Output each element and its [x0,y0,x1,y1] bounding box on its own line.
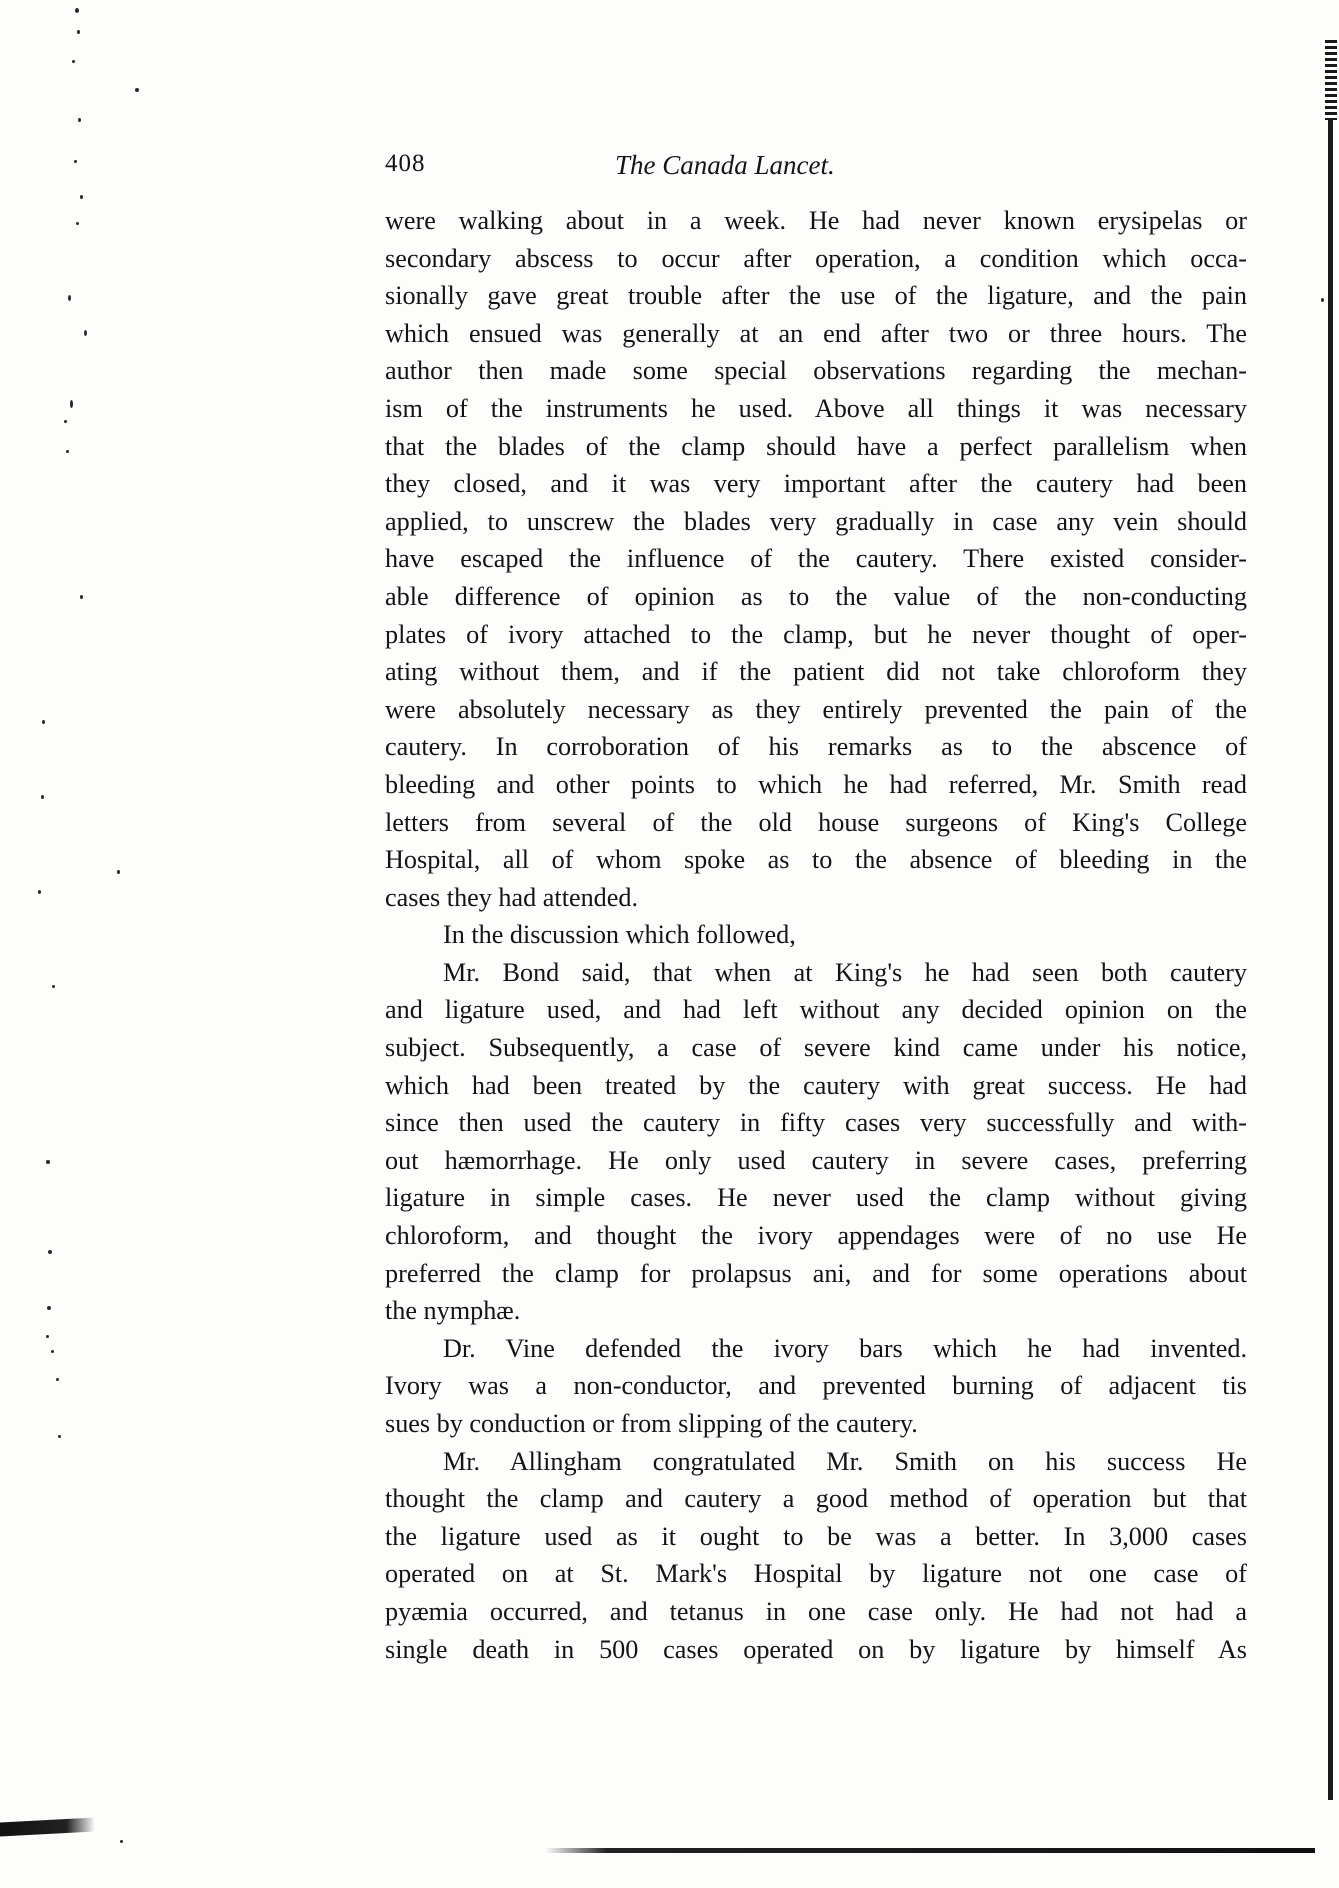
text-line: the ligature used as it ought to be was a better. In 3,000 cases [385,1521,1247,1551]
text-line: Ivory was a non-conductor, and prevented burning of adjacent tis [385,1371,1247,1401]
text-line: since then used the cautery in fifty cases very successfully and with- [385,1108,1247,1138]
text-line: Dr. Vine defended the ivory bars which he had invented. [443,1333,1247,1363]
text-line: were absolutely necessary as they entirely prevented the pain of the [385,694,1247,724]
scan-speck [58,1435,61,1438]
scan-speck [76,222,79,225]
text-line: ating without them, and if the patient did not take chloroform they [385,657,1247,687]
text-line: cautery. In corroboration of his remarks as to the abscence of [385,732,1247,762]
text-line: which had been treated by the cautery with great success. He had [385,1070,1247,1100]
scan-speck [117,870,120,874]
scan-speck [135,88,139,92]
text-line: were walking about in a week. He had never known erysipelas or [385,206,1247,235]
page-bottom-edge [545,1848,1315,1853]
text-line: out hæmorrhage. He only used cautery in severe cases, preferring [385,1145,1247,1175]
text-line: that the blades of the clamp should have a perfect parallelism when [385,431,1247,461]
scan-speck [77,30,80,34]
scan-speck [84,330,87,336]
scan-speck [56,1378,59,1381]
scan-speck [41,795,44,799]
page-header [385,150,1245,190]
scan-speck [52,985,55,988]
text-line: Mr. Allingham congratulated Mr. Smith on his success He [443,1446,1247,1476]
text-line: preferred the clamp for prolapsus ani, and for some operations about [385,1258,1247,1288]
text-line: letters from several of the old house surgeons of King's College [385,807,1247,837]
text-line: ism of the instruments he used. Above all things it was necessary [385,393,1247,423]
text-line: have escaped the influence of the cautery. There existed consider- [385,544,1247,574]
text-line: secondary abscess to occur after operation, a condition which occa- [385,243,1247,273]
text-line: ligature in simple cases. He never used the clamp without giving [385,1183,1247,1213]
text-line: Hospital, all of whom spoke as to the absence of bleeding in the [385,845,1247,875]
text-line: the nymphæ. [385,1296,521,1326]
text-line: they closed, and it was very important after the cautery had been [385,469,1247,499]
scan-speck [46,1335,49,1338]
text-line: pyæmia occurred, and tetanus in one case only. He had not had a [385,1596,1247,1626]
text-line: plates of ivory attached to the clamp, but he never thought of oper- [385,619,1247,649]
scan-corner-smudge [0,1818,95,1837]
text-line: sues by conduction or from slipping of the cautery. [385,1409,918,1438]
text-line: sionally gave great trouble after the use of the ligature, and the pain [385,281,1247,311]
text-line: single death in 500 cases operated on by ligature by himself As [385,1634,1247,1664]
text-line: cases they had attended. [385,882,639,912]
scan-speck [78,118,81,122]
scan-speck [1321,298,1324,302]
scan-speck [48,1250,52,1254]
scan-speck [51,1350,54,1353]
scan-speck [66,450,69,453]
text-line: author then made some special observations regarding the mechan- [385,356,1247,386]
page-number: 408 [385,150,426,177]
text-line: subject. Subsequently, a case of severe kind came under his notice, [385,1033,1247,1063]
text-line: which ensued was generally at an end after two or three hours. The [385,318,1247,348]
scan-speck [72,60,75,63]
scan-speck [64,420,67,423]
page-edge-binding [1325,40,1337,120]
body-text [385,202,1247,1668]
text-line: operated on at St. Mark's Hospital by ligature not one case of [385,1559,1247,1589]
scan-speck [38,890,41,894]
scan-speck [70,400,73,408]
scan-speck [80,195,83,199]
scan-speck [47,1306,51,1310]
text-line: bleeding and other points to which he had referred, Mr. Smith read [385,769,1247,799]
scan-speck [120,1840,123,1843]
scan-speck [68,295,71,301]
scan-speck [46,1160,50,1164]
page-edge-shadow [1328,40,1333,1800]
text-line: In the discussion which followed, [443,920,796,950]
text-line: Mr. Bond said, that when at King's he had seen both cautery [443,957,1247,987]
scan-speck [42,720,45,724]
text-line: chloroform, and thought the ivory appendages were of no use He [385,1221,1247,1251]
scan-speck [80,595,83,599]
text-line: and ligature used, and had left without any decided opinion on the [385,995,1247,1025]
text-line: thought the clamp and cautery a good method of operation but that [385,1484,1247,1514]
scan-speck [75,8,79,13]
text-line: applied, to unscrew the blades very gradually in case any vein should [385,506,1247,536]
running-title: The Canada Lancet. [615,150,835,180]
text-line: able difference of opinion as to the value of the non-conducting [385,581,1247,611]
scan-speck [74,160,77,163]
